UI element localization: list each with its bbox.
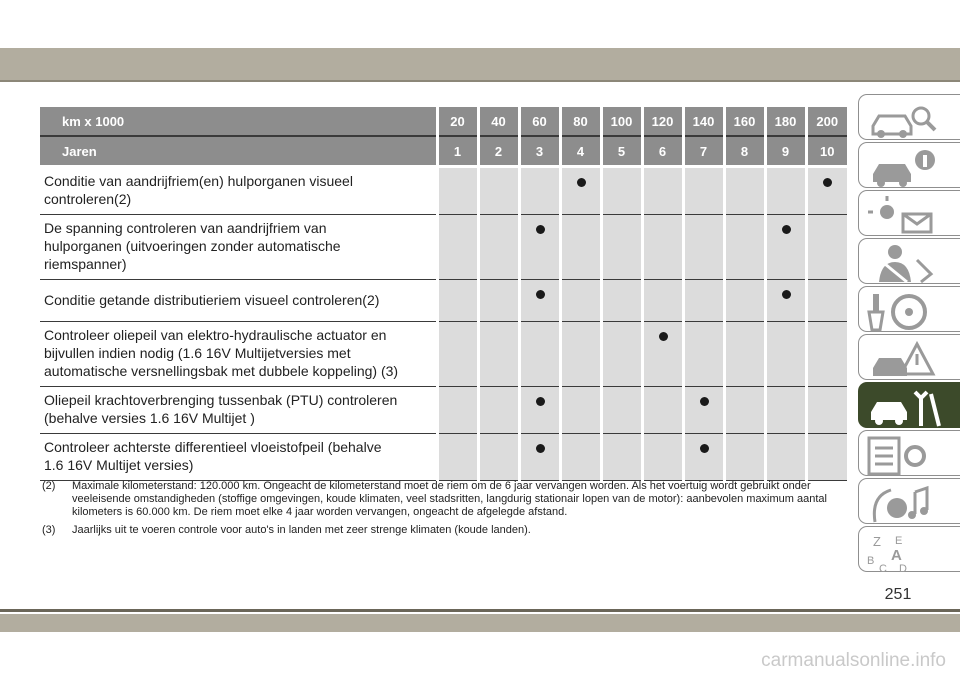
alphabetical-index-icon — [865, 530, 945, 572]
interval-cell — [765, 387, 806, 434]
chapter-tab-1[interactable] — [858, 94, 960, 140]
interval-cell — [765, 280, 806, 322]
chapter-tab-2[interactable] — [858, 142, 960, 188]
year-header-4: 4 — [560, 136, 601, 167]
table-row — [40, 434, 847, 481]
task-description-line: controleren(2) — [44, 191, 132, 207]
multimedia-icon — [865, 482, 945, 524]
task-description-line: bijvullen indien nodig (1.6 16V Multijetversies met — [44, 345, 351, 361]
interval-cell — [642, 387, 683, 434]
interval-cell — [519, 215, 560, 280]
task-description-line: Controleer achterste differentieel vloeistofpeil (behalve — [44, 439, 382, 455]
footnotes — [42, 480, 848, 542]
interval-cell — [519, 434, 560, 481]
service-mark-dot — [536, 225, 545, 234]
task-description-line: De spanning controleren van aandrijfriem van — [44, 220, 327, 236]
year-header-6: 6 — [642, 136, 683, 167]
task-description-line: (behalve versies 1.6 16V Multijet ) — [44, 410, 255, 426]
interval-cell — [519, 387, 560, 434]
interval-cell — [560, 434, 601, 481]
footnote — [42, 524, 848, 537]
service-mark-dot — [536, 290, 545, 299]
top-divider — [0, 80, 960, 82]
interval-cell — [683, 167, 724, 215]
interval-cell — [683, 434, 724, 481]
interval-cell — [765, 167, 806, 215]
interval-cell — [437, 387, 478, 434]
interval-cell — [437, 434, 478, 481]
task-description-line: hulporganen (uitvoeringen zonder automatische — [44, 238, 341, 254]
service-mark-dot — [659, 332, 668, 341]
interval-cell — [478, 167, 519, 215]
year-header-1: 1 — [437, 136, 478, 167]
interval-cell — [601, 322, 642, 387]
interval-cell — [724, 280, 765, 322]
interval-cell — [765, 215, 806, 280]
interval-cell — [724, 167, 765, 215]
chapter-tab-6[interactable] — [858, 334, 960, 380]
interval-cell — [642, 280, 683, 322]
interval-cell — [806, 167, 847, 215]
interval-cell — [519, 322, 560, 387]
bottom-band — [0, 614, 960, 632]
table-row — [40, 387, 847, 434]
year-header-2: 2 — [478, 136, 519, 167]
interval-cell — [478, 215, 519, 280]
interval-cell — [642, 215, 683, 280]
year-header-9: 9 — [765, 136, 806, 167]
service-mark-dot — [782, 225, 791, 234]
years-header-row — [40, 136, 847, 167]
interval-cell — [478, 387, 519, 434]
interval-cell — [601, 387, 642, 434]
interval-cell — [437, 280, 478, 322]
chapter-tab-3[interactable] — [858, 190, 960, 236]
svg-text:D: D — [899, 563, 907, 572]
km-header-8: 160 — [724, 107, 765, 136]
interval-cell — [437, 215, 478, 280]
interval-cell — [437, 322, 478, 387]
service-mark-dot — [700, 397, 709, 406]
km-header-label: km x 1000 — [40, 107, 437, 136]
interval-cell — [478, 322, 519, 387]
interval-cell — [601, 280, 642, 322]
year-header-3: 3 — [519, 136, 560, 167]
table-row — [40, 167, 847, 215]
interval-cell — [560, 322, 601, 387]
interval-cell — [724, 387, 765, 434]
person-seatbelt-icon — [865, 242, 945, 284]
task-description-line: 1.6 16V Multijet versies) — [44, 457, 194, 473]
interval-cell — [806, 387, 847, 434]
km-header-5: 100 — [601, 107, 642, 136]
chapter-tab-4[interactable] — [858, 238, 960, 284]
service-mark-dot — [536, 444, 545, 453]
interval-cell — [683, 387, 724, 434]
bottom-divider — [0, 609, 960, 612]
task-description — [40, 215, 437, 280]
table-row — [40, 215, 847, 280]
interval-cell — [765, 434, 806, 481]
footnote-text: Maximale kilometerstand: 120.000 km. Ongeacht de kilometerstand moet de riem om de 6 jaar vervangen worden. Als het voertuig wordt gebruikt onder veeleisende omstandigheden (stoffige omgevingen, koude klimaten, veel stadsritten, langdurig stationair lopen van de motor): aanbevolen maximum aantal kilometers is 60.000 km. De riem moet elke 4 jaar worden vervangen, ongeacht de afgelegde afstand. — [72, 480, 827, 518]
task-description — [40, 322, 437, 387]
chapter-tab-10[interactable] — [858, 526, 960, 572]
interval-cell — [683, 322, 724, 387]
km-header-7: 140 — [683, 107, 724, 136]
interval-cell — [724, 215, 765, 280]
interval-cell — [765, 322, 806, 387]
footnote-number: (3) — [42, 524, 56, 536]
car-search-icon — [865, 98, 945, 140]
task-description-line: Controleer oliepeil van elektro-hydraulische actuator en — [44, 327, 387, 343]
spec-sheet-gear-icon — [865, 434, 945, 476]
car-breakdown-icon — [865, 338, 945, 380]
footnote-text: Jaarlijks uit te voeren controle voor auto's in landen met zeer strenge klimaten (koude landen). — [72, 524, 531, 536]
task-description — [40, 387, 437, 434]
footnote-number: (2) — [42, 480, 56, 492]
interval-cell — [601, 215, 642, 280]
chapter-tab-8[interactable] — [858, 430, 960, 476]
task-description-line: Conditie van aandrijfriem(en) hulporganen visueel — [44, 173, 353, 189]
svg-text:Z: Z — [873, 534, 881, 549]
interval-cell — [724, 322, 765, 387]
service-mark-dot — [577, 178, 586, 187]
task-description — [40, 167, 437, 215]
table-row — [40, 322, 847, 387]
km-header-row — [40, 107, 847, 136]
warning-light-message-icon — [865, 194, 945, 236]
service-mark-dot — [782, 290, 791, 299]
km-header-9: 180 — [765, 107, 806, 136]
interval-cell — [560, 280, 601, 322]
interval-cell — [560, 167, 601, 215]
interval-cell — [806, 434, 847, 481]
footnote — [42, 480, 848, 519]
table-row — [40, 280, 847, 322]
chapter-tab-9[interactable] — [858, 478, 960, 524]
interval-cell — [683, 215, 724, 280]
task-description — [40, 434, 437, 481]
maintenance-table — [40, 107, 847, 481]
year-header-7: 7 — [683, 136, 724, 167]
svg-text:C: C — [879, 563, 887, 572]
year-header-10: 10 — [806, 136, 847, 167]
km-header-3: 60 — [519, 107, 560, 136]
km-header-10: 200 — [806, 107, 847, 136]
service-mark-dot — [536, 397, 545, 406]
interval-cell — [601, 167, 642, 215]
service-mark-dot — [823, 178, 832, 187]
task-description-line: Oliepeil krachtoverbrenging tussenbak (PTU) controleren — [44, 392, 398, 408]
task-description — [40, 280, 437, 322]
car-wrench-icon — [865, 386, 945, 428]
year-header-5: 5 — [601, 136, 642, 167]
interval-cell — [519, 280, 560, 322]
interval-cell — [519, 167, 560, 215]
interval-cell — [478, 280, 519, 322]
interval-cell — [642, 434, 683, 481]
task-description-line: riemspanner) — [44, 256, 127, 272]
interval-cell — [806, 280, 847, 322]
years-header-label: Jaren — [40, 136, 437, 167]
maintenance-table-body — [40, 167, 847, 481]
km-header-4: 80 — [560, 107, 601, 136]
km-header-6: 120 — [642, 107, 683, 136]
chapter-tab-7[interactable] — [858, 382, 960, 428]
interval-cell — [683, 280, 724, 322]
interval-cell — [724, 434, 765, 481]
key-steering-wheel-icon — [865, 290, 945, 332]
interval-cell — [560, 387, 601, 434]
svg-text:B: B — [867, 555, 875, 567]
chapter-tab-5[interactable] — [858, 286, 960, 332]
service-mark-dot — [700, 444, 709, 453]
interval-cell — [437, 167, 478, 215]
interval-cell — [560, 215, 601, 280]
km-header-1: 20 — [437, 107, 478, 136]
interval-cell — [806, 322, 847, 387]
km-header-2: 40 — [478, 107, 519, 136]
interval-cell — [478, 434, 519, 481]
task-description-line: Conditie getande distributieriem visueel controleren(2) — [44, 291, 380, 308]
top-band — [0, 48, 960, 80]
car-info-icon — [865, 146, 945, 188]
watermark: carmanualsonline.info — [761, 650, 946, 671]
svg-text:E: E — [895, 535, 903, 547]
svg-text:A: A — [891, 547, 902, 564]
interval-cell — [642, 322, 683, 387]
top-margin — [0, 0, 960, 50]
page-number: 251 — [884, 586, 912, 603]
interval-cell — [806, 215, 847, 280]
interval-cell — [642, 167, 683, 215]
interval-cell — [601, 434, 642, 481]
task-description-line: automatische versnellingsbak met dubbele koppeling) (3) — [44, 363, 399, 379]
year-header-8: 8 — [724, 136, 765, 167]
